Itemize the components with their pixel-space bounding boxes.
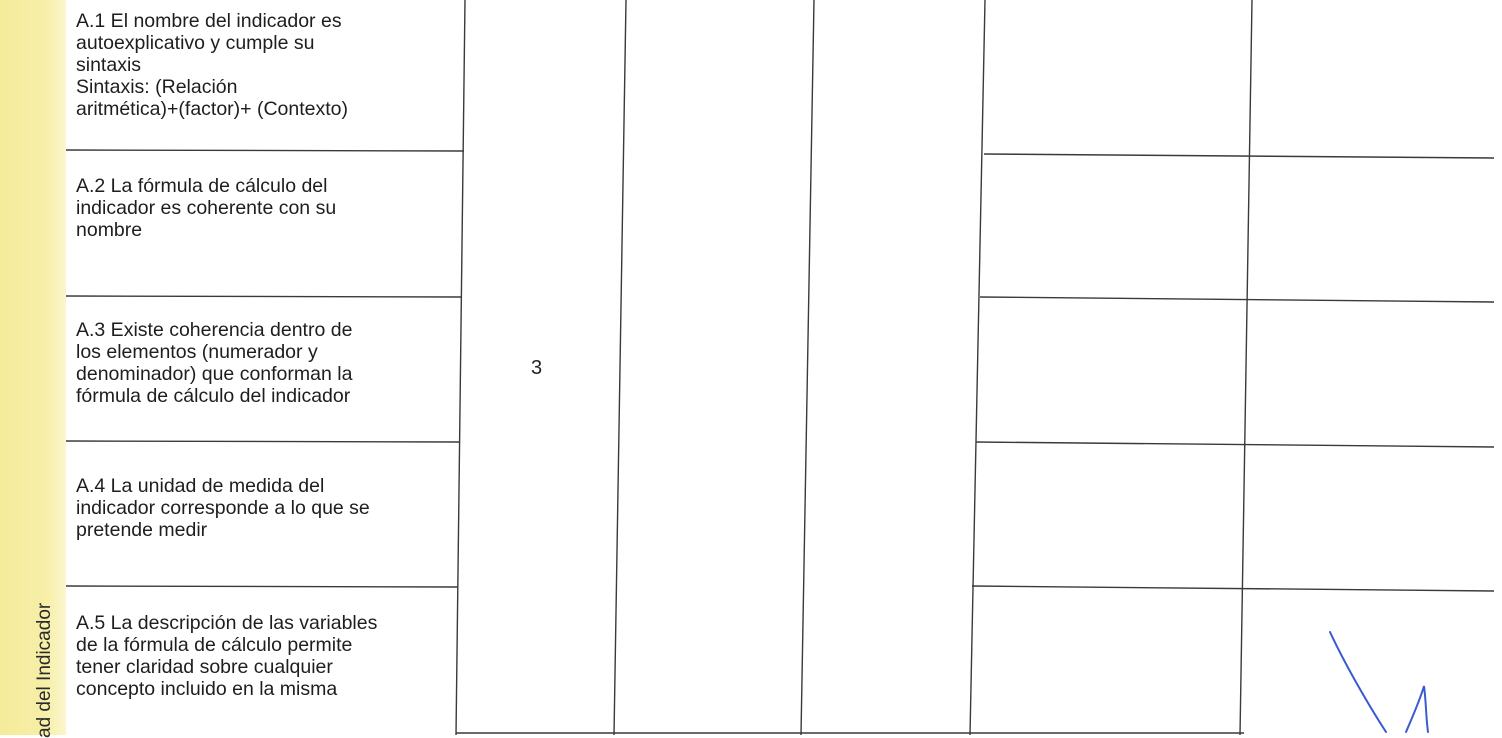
row-divider-2: [66, 296, 462, 297]
criterion-a4: A.4 La unidad de medida del indicador corresponde a lo que se pretende medir: [76, 475, 370, 541]
row-divider-right-2: [980, 297, 1494, 302]
row-divider-3: [66, 441, 460, 442]
column-border-1: [456, 0, 465, 735]
criterion-a5: A.5 La descripción de las variables de la fórmula de cálculo permite tener claridad sobre cualquier concepto incluido en la misma: [76, 612, 378, 700]
row-divider-1: [66, 150, 464, 151]
column-border-5: [1240, 0, 1252, 735]
row-divider-right-1: [984, 154, 1494, 158]
column-border-3: [801, 0, 814, 735]
criterion-a1: A.1 El nombre del indicador es autoexplicativo y cumple su sintaxis Sintaxis: (Relación aritmética)+(factor)+ (Contexto): [76, 10, 349, 120]
column-border-4: [970, 0, 985, 735]
row-divider-4: [66, 586, 458, 587]
row-divider-right-4: [972, 586, 1494, 591]
signature-mark: [1320, 628, 1460, 735]
column-border-2: [614, 0, 626, 735]
score-value: 3: [531, 357, 543, 379]
side-header-label: ad del Indicador: [34, 602, 55, 738]
row-divider-right-3: [976, 442, 1494, 447]
criterion-a3: A.3 Existe coherencia dentro de los elementos (numerador y denominador) que conforman la fórmula de cálculo del indicador: [76, 319, 353, 407]
criterion-a2: A.2 La fórmula de cálculo del indicador es coherente con su nombre: [76, 175, 337, 241]
